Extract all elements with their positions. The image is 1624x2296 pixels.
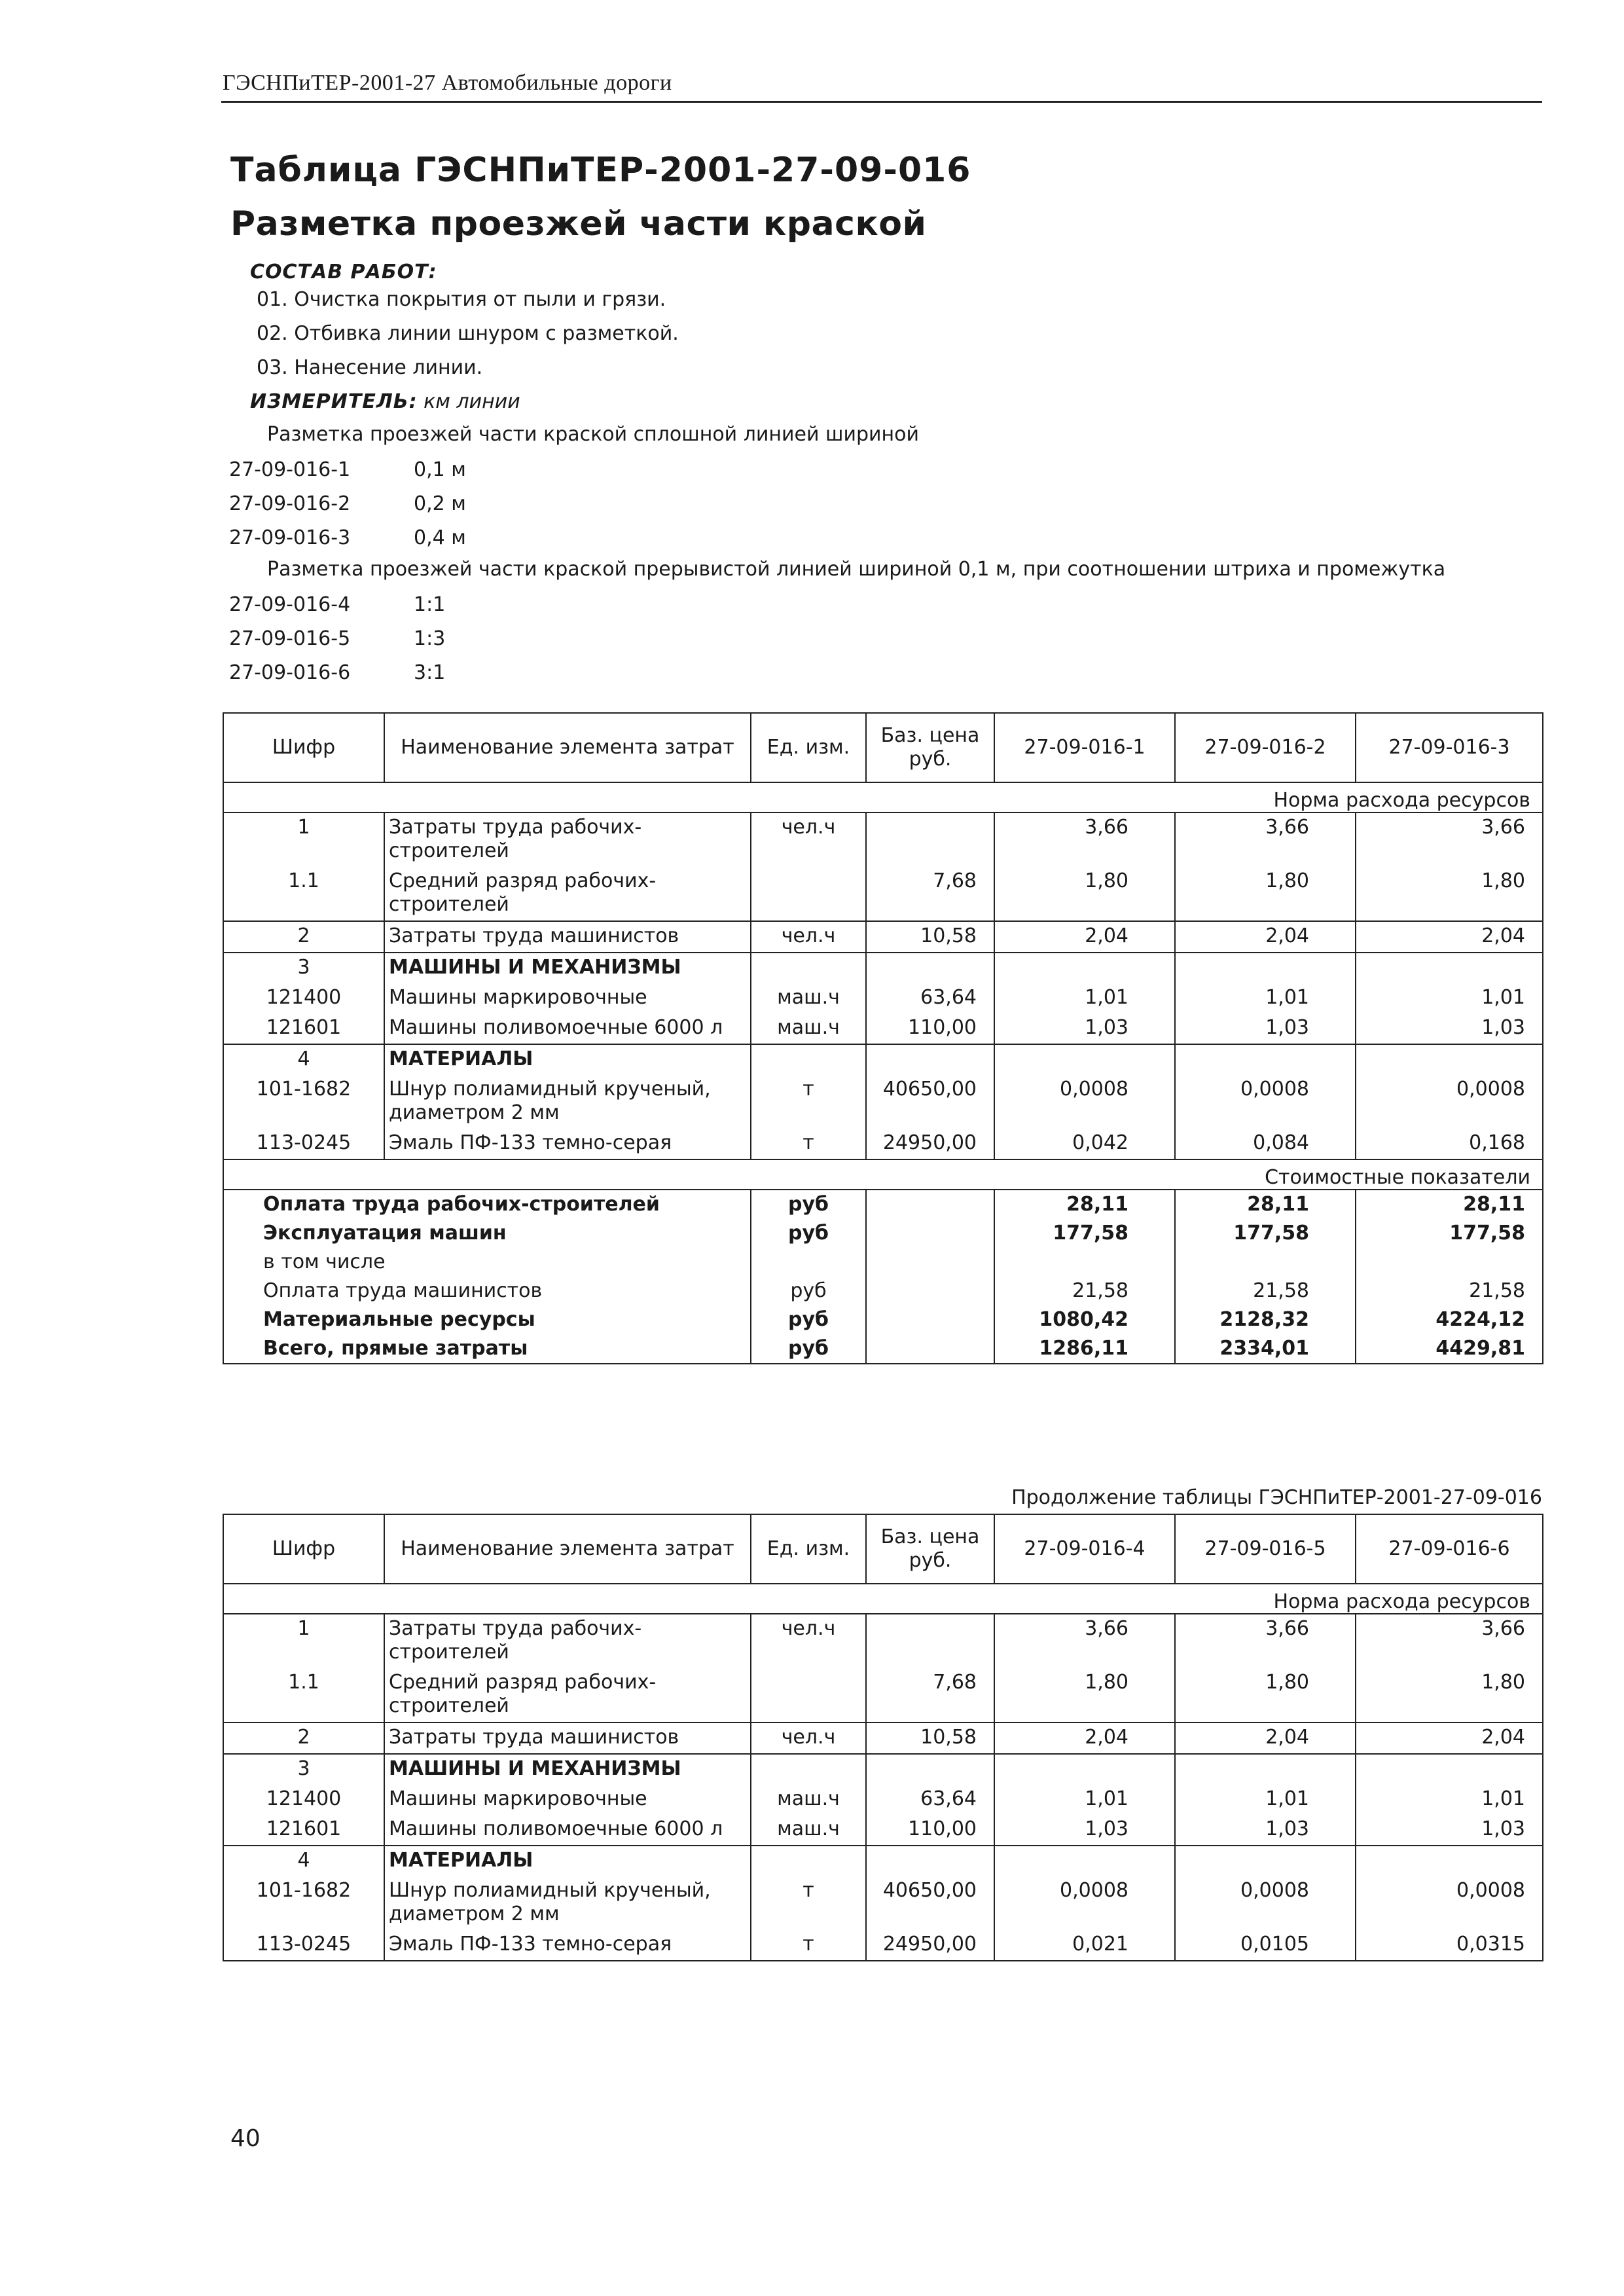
- work-composition-heading: СОСТАВ РАБОТ:: [250, 261, 437, 283]
- cost-price-empty: [866, 1190, 994, 1219]
- row-code: 121400: [223, 983, 384, 1013]
- column-header-code: Шифр: [223, 713, 384, 782]
- code-id: 27-09-016-1: [229, 458, 351, 481]
- cost-price-empty: [866, 1305, 994, 1334]
- cost-price-empty: [866, 1248, 994, 1277]
- code-id: 27-09-016-6: [229, 661, 351, 684]
- measure-unit-line: [250, 390, 520, 413]
- row-code: 101-1682: [223, 1876, 384, 1930]
- code-item: [229, 526, 466, 560]
- row-value: 2,04: [1175, 1722, 1356, 1754]
- header-row: [223, 713, 1543, 782]
- code-item: [229, 627, 445, 661]
- row-name: Затраты труда машинистов: [384, 1722, 751, 1754]
- row-value: 0,042: [994, 1129, 1175, 1159]
- row-value: [994, 1754, 1175, 1785]
- row-unit: маш.ч: [751, 1013, 866, 1044]
- resource-row: [223, 1668, 1543, 1722]
- row-code: 3: [223, 1754, 384, 1785]
- column-header-code: Шифр: [223, 1514, 384, 1584]
- row-value: 2,04: [994, 1722, 1175, 1754]
- row-unit: [751, 1846, 866, 1876]
- row-name: Затраты труда рабочих-строителей: [384, 812, 751, 867]
- cost-unit: руб: [751, 1277, 866, 1305]
- row-name: МАТЕРИАЛЫ: [384, 1846, 751, 1876]
- row-price: 10,58: [866, 921, 994, 953]
- row-price: [866, 1614, 994, 1668]
- measure-unit-value: км линии: [424, 390, 520, 413]
- row-price: [866, 1044, 994, 1075]
- column-header-price: Баз. цена руб.: [866, 713, 994, 782]
- cost-row: [223, 1277, 1543, 1305]
- cost-value: 2334,01: [1175, 1334, 1356, 1364]
- code-value: 0,2 м: [414, 492, 466, 515]
- resource-row: [223, 1722, 1543, 1754]
- work-step: 03. Нанесение линии.: [257, 356, 483, 379]
- row-price: [866, 812, 994, 867]
- row-value: [1175, 953, 1356, 983]
- resource-row: [223, 1614, 1543, 1668]
- resource-row: [223, 1075, 1543, 1129]
- row-code: 1.1: [223, 867, 384, 921]
- cost-row: [223, 1305, 1543, 1334]
- row-value: 0,0008: [1175, 1075, 1356, 1129]
- row-value: 0,0008: [994, 1075, 1175, 1129]
- cost-price-empty: [866, 1219, 994, 1248]
- norm-section-label: Норма расхода ресурсов: [223, 1584, 1543, 1614]
- row-unit: [751, 1044, 866, 1075]
- row-code: 121601: [223, 1815, 384, 1846]
- cost-value: 177,58: [1356, 1219, 1543, 1248]
- cost-value: 4429,81: [1356, 1334, 1543, 1364]
- row-value: [994, 953, 1175, 983]
- cost-price-empty: [866, 1277, 994, 1305]
- row-code: 113-0245: [223, 1930, 384, 1961]
- cost-value: 177,58: [1175, 1219, 1356, 1248]
- row-code: 1: [223, 1614, 384, 1668]
- resource-row: [223, 1815, 1543, 1846]
- cost-value: 2128,32: [1175, 1305, 1356, 1334]
- row-value: [1175, 1754, 1356, 1785]
- column-header-rate-code: 27-09-016-4: [994, 1514, 1175, 1584]
- row-name: Машины маркировочные: [384, 1785, 751, 1815]
- row-code: 3: [223, 953, 384, 983]
- row-value: [1356, 1846, 1543, 1876]
- row-name: Эмаль ПФ-133 темно-серая: [384, 1129, 751, 1159]
- resource-row: [223, 1876, 1543, 1930]
- code-item: [229, 661, 445, 695]
- table-title: Таблица ГЭСНПиТЕР-2001-27-09-016: [230, 151, 971, 190]
- row-value: 0,0008: [1175, 1876, 1356, 1930]
- row-code: 4: [223, 1846, 384, 1876]
- row-price: 24950,00: [866, 1129, 994, 1159]
- row-value: 1,01: [994, 983, 1175, 1013]
- cost-value: [1175, 1248, 1356, 1277]
- row-value: 3,66: [1175, 812, 1356, 867]
- row-price: [866, 953, 994, 983]
- row-name: Машины маркировочные: [384, 983, 751, 1013]
- row-value: 2,04: [994, 921, 1175, 953]
- cost-value: 1286,11: [994, 1334, 1175, 1364]
- column-header-name: Наименование элемента затрат: [384, 713, 751, 782]
- row-value: 1,03: [1356, 1013, 1543, 1044]
- row-name: Средний разряд рабочих-строителей: [384, 867, 751, 921]
- cost-unit: [751, 1248, 866, 1277]
- cost-row: [223, 1248, 1543, 1277]
- column-header-rate-code: 27-09-016-2: [1175, 713, 1356, 782]
- resource-row: [223, 1930, 1543, 1961]
- cost-value: [994, 1248, 1175, 1277]
- row-name: Средний разряд рабочих-строителей: [384, 1668, 751, 1722]
- row-unit: маш.ч: [751, 1815, 866, 1846]
- cost-section-row: [223, 1159, 1543, 1190]
- header-rule: [221, 101, 1542, 103]
- row-price: 40650,00: [866, 1876, 994, 1930]
- row-code: 4: [223, 1044, 384, 1075]
- header-row: [223, 1514, 1543, 1584]
- code-item: [229, 458, 466, 492]
- row-code: 1.1: [223, 1668, 384, 1722]
- code-id: 27-09-016-4: [229, 593, 351, 616]
- row-value: 1,01: [1175, 1785, 1356, 1815]
- row-price: [866, 1846, 994, 1876]
- cost-value: 21,58: [1356, 1277, 1543, 1305]
- cost-value: 28,11: [1175, 1190, 1356, 1219]
- code-id: 27-09-016-2: [229, 492, 351, 515]
- resource-table-1: [223, 712, 1543, 1364]
- row-price: 63,64: [866, 983, 994, 1013]
- row-value: 0,0315: [1356, 1930, 1543, 1961]
- row-name: Машины поливомоечные 6000 л: [384, 1013, 751, 1044]
- column-header-price: Баз. цена руб.: [866, 1514, 994, 1584]
- measure-unit-label: ИЗМЕРИТЕЛЬ:: [250, 390, 418, 413]
- row-unit: чел.ч: [751, 1614, 866, 1668]
- row-name: Шнур полиамидный крученый, диаметром 2 мм: [384, 1075, 751, 1129]
- column-header-rate-code: 27-09-016-1: [994, 713, 1175, 782]
- row-price: 10,58: [866, 1722, 994, 1754]
- row-unit: [751, 953, 866, 983]
- row-value: [1356, 1044, 1543, 1075]
- resource-row: [223, 1013, 1543, 1044]
- norm-section-label: Норма расхода ресурсов: [223, 782, 1543, 812]
- row-unit: маш.ч: [751, 983, 866, 1013]
- row-unit: [751, 1754, 866, 1785]
- row-value: [994, 1846, 1175, 1876]
- cost-value: 28,11: [994, 1190, 1175, 1219]
- row-name: Затраты труда машинистов: [384, 921, 751, 953]
- cost-unit: руб: [751, 1219, 866, 1248]
- cost-price-empty: [866, 1334, 994, 1364]
- cost-name: Эксплуатация машин: [223, 1219, 751, 1248]
- cost-value: 21,58: [1175, 1277, 1356, 1305]
- resource-row: [223, 921, 1543, 953]
- code-value: 3:1: [414, 661, 446, 684]
- norm-section-row: [223, 782, 1543, 812]
- code-value: 1:3: [414, 627, 446, 650]
- row-price: 110,00: [866, 1815, 994, 1846]
- row-value: [1356, 1754, 1543, 1785]
- row-value: 3,66: [994, 812, 1175, 867]
- norm-section-row: [223, 1584, 1543, 1614]
- cost-name: Всего, прямые затраты: [223, 1334, 751, 1364]
- cost-row: [223, 1219, 1543, 1248]
- row-value: 1,03: [994, 1013, 1175, 1044]
- cost-unit: руб: [751, 1190, 866, 1219]
- row-value: 3,66: [1175, 1614, 1356, 1668]
- row-code: 1: [223, 812, 384, 867]
- row-code: 2: [223, 1722, 384, 1754]
- code-value: 0,1 м: [414, 458, 466, 481]
- cost-row: [223, 1334, 1543, 1364]
- column-header-rate-code: 27-09-016-5: [1175, 1514, 1356, 1584]
- resource-row: [223, 1846, 1543, 1876]
- row-unit: т: [751, 1876, 866, 1930]
- cost-value: 21,58: [994, 1277, 1175, 1305]
- row-value: 1,01: [1356, 1785, 1543, 1815]
- column-header-rate-code: 27-09-016-3: [1356, 713, 1543, 782]
- row-name: Затраты труда рабочих-строителей: [384, 1614, 751, 1668]
- row-code: 121400: [223, 1785, 384, 1815]
- row-unit: т: [751, 1930, 866, 1961]
- code-item: [229, 593, 445, 627]
- column-header-name: Наименование элемента затрат: [384, 1514, 751, 1584]
- row-price: 24950,00: [866, 1930, 994, 1961]
- row-code: 2: [223, 921, 384, 953]
- row-value: 1,80: [1356, 867, 1543, 921]
- resource-row: [223, 983, 1543, 1013]
- row-value: 2,04: [1356, 1722, 1543, 1754]
- row-value: 1,03: [1356, 1815, 1543, 1846]
- row-value: 1,01: [1356, 983, 1543, 1013]
- row-value: [994, 1044, 1175, 1075]
- cost-name: Оплата труда рабочих-строителей: [223, 1190, 751, 1219]
- row-unit: чел.ч: [751, 812, 866, 867]
- row-unit: чел.ч: [751, 1722, 866, 1754]
- row-value: 2,04: [1175, 921, 1356, 953]
- resource-row: [223, 1785, 1543, 1815]
- code-value: 1:1: [414, 593, 446, 616]
- row-unit: [751, 1668, 866, 1722]
- row-name: Машины поливомоечные 6000 л: [384, 1815, 751, 1846]
- page-number: 40: [230, 2125, 261, 2152]
- row-value: 0,0008: [1356, 1075, 1543, 1129]
- work-step: 01. Очистка покрытия от пыли и грязи.: [257, 288, 666, 311]
- cost-section-label: Стоимостные показатели: [223, 1159, 1543, 1190]
- cost-value: [1356, 1248, 1543, 1277]
- group1-description: Разметка проезжей части краской сплошной линией шириной: [267, 423, 919, 446]
- cost-value: 1080,42: [994, 1305, 1175, 1334]
- row-unit: т: [751, 1129, 866, 1159]
- running-header: ГЭСНПиТЕР-2001-27 Автомобильные дороги: [223, 71, 672, 95]
- work-steps: [257, 288, 679, 390]
- group2-codes: [229, 593, 445, 695]
- row-value: 0,0008: [1356, 1876, 1543, 1930]
- row-name: МАТЕРИАЛЫ: [384, 1044, 751, 1075]
- code-item: [229, 492, 466, 526]
- row-value: [1175, 1846, 1356, 1876]
- column-header-unit: Ед. изм.: [751, 1514, 866, 1584]
- row-value: 1,03: [994, 1815, 1175, 1846]
- resource-row: [223, 1754, 1543, 1785]
- row-value: 0,0008: [994, 1876, 1175, 1930]
- row-unit: чел.ч: [751, 921, 866, 953]
- cost-value: 28,11: [1356, 1190, 1543, 1219]
- row-value: [1175, 1044, 1356, 1075]
- code-value: 0,4 м: [414, 526, 466, 549]
- continuation-caption: Продолжение таблицы ГЭСНПиТЕР-2001-27-09-016: [1011, 1486, 1542, 1509]
- cost-value: 177,58: [994, 1219, 1175, 1248]
- cost-name: в том числе: [223, 1248, 751, 1277]
- row-unit: [751, 867, 866, 921]
- cost-unit: руб: [751, 1334, 866, 1364]
- cost-unit: руб: [751, 1305, 866, 1334]
- row-value: 0,0105: [1175, 1930, 1356, 1961]
- row-value: 1,01: [1175, 983, 1356, 1013]
- row-name: МАШИНЫ И МЕХАНИЗМЫ: [384, 1754, 751, 1785]
- code-id: 27-09-016-3: [229, 526, 351, 549]
- resource-row: [223, 1044, 1543, 1075]
- group1-codes: [229, 458, 466, 560]
- row-price: [866, 1754, 994, 1785]
- row-unit: т: [751, 1075, 866, 1129]
- work-step: 02. Отбивка линии шнуром с разметкой.: [257, 322, 679, 345]
- row-value: 3,66: [1356, 812, 1543, 867]
- row-name: МАШИНЫ И МЕХАНИЗМЫ: [384, 953, 751, 983]
- table-subtitle: Разметка проезжей части краской: [230, 204, 927, 244]
- row-price: 40650,00: [866, 1075, 994, 1129]
- row-value: 3,66: [1356, 1614, 1543, 1668]
- cost-name: Оплата труда машинистов: [223, 1277, 751, 1305]
- row-price: 7,68: [866, 867, 994, 921]
- resource-row: [223, 867, 1543, 921]
- group2-description: Разметка проезжей части краской прерывистой линией шириной 0,1 м, при соотношении штриха и промежутка: [267, 558, 1446, 581]
- row-value: 1,03: [1175, 1815, 1356, 1846]
- row-value: 1,80: [1356, 1668, 1543, 1722]
- row-value: 2,04: [1356, 921, 1543, 953]
- row-value: 1,80: [1175, 867, 1356, 921]
- row-value: 1,80: [994, 1668, 1175, 1722]
- row-price: 7,68: [866, 1668, 994, 1722]
- resource-row: [223, 953, 1543, 983]
- cost-name: Материальные ресурсы: [223, 1305, 751, 1334]
- resource-table-2: [223, 1514, 1543, 1961]
- row-name: Шнур полиамидный крученый, диаметром 2 мм: [384, 1876, 751, 1930]
- row-value: 1,01: [994, 1785, 1175, 1815]
- code-id: 27-09-016-5: [229, 627, 351, 650]
- row-value: 3,66: [994, 1614, 1175, 1668]
- row-value: 0,168: [1356, 1129, 1543, 1159]
- row-value: 1,03: [1175, 1013, 1356, 1044]
- row-value: 1,80: [1175, 1668, 1356, 1722]
- column-header-rate-code: 27-09-016-6: [1356, 1514, 1543, 1584]
- row-code: 121601: [223, 1013, 384, 1044]
- resource-row: [223, 812, 1543, 867]
- row-value: 0,084: [1175, 1129, 1356, 1159]
- row-price: 110,00: [866, 1013, 994, 1044]
- row-code: 101-1682: [223, 1075, 384, 1129]
- resource-row: [223, 1129, 1543, 1159]
- row-value: 1,80: [994, 867, 1175, 921]
- row-value: 0,021: [994, 1930, 1175, 1961]
- row-unit: маш.ч: [751, 1785, 866, 1815]
- row-code: 113-0245: [223, 1129, 384, 1159]
- cost-value: 4224,12: [1356, 1305, 1543, 1334]
- row-name: Эмаль ПФ-133 темно-серая: [384, 1930, 751, 1961]
- column-header-unit: Ед. изм.: [751, 713, 866, 782]
- row-price: 63,64: [866, 1785, 994, 1815]
- row-value: [1356, 953, 1543, 983]
- cost-row: [223, 1190, 1543, 1219]
